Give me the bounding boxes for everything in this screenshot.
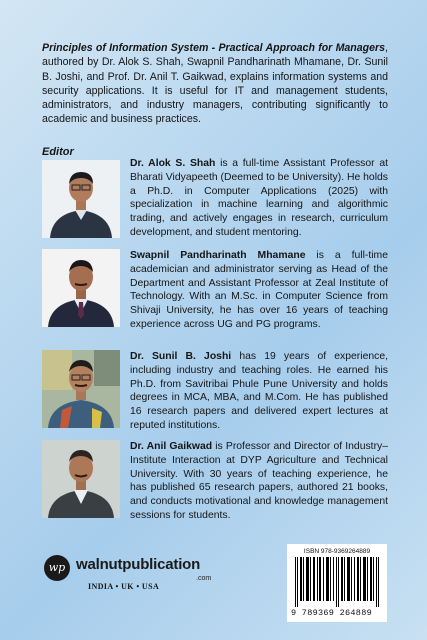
bio-alok-shah [130, 157, 388, 240]
bio-anil-gaikwad [130, 440, 388, 523]
bio-text: is a full-time academician and administrator serving as Head of the Department and Assistant Professor at Zeal Institute of Technology. With an M.Sc. in Computer Science from Shivaji University, he has over 16 years of teaching experience across UG and PG programs. [130, 250, 388, 330]
book-title: Principles of Information System - Practical Approach for Managers [42, 42, 386, 54]
bio-text: is Professor and Director of Industry–Institute Interaction at DYP Agriculture and Technical University. With 30 years of teaching experience, he has published 65 research papers, authored 21 books, and conducts motivational and knowledge management sessions for students. [130, 441, 389, 521]
bio-swapnil-mhamane [130, 249, 388, 332]
bio-name: Dr. Alok S. Shah [130, 158, 216, 169]
editor-heading: Editor [42, 146, 74, 158]
publisher-name: walnutpublication [76, 556, 201, 573]
editor-photo-alok-shah [42, 160, 120, 238]
bio-text: is a full-time Assistant Professor at Bharati Vidyapeeth (Deemed to be University). He holds a Ph.D. in Computer Applications (2025) with specialization in machine learning and algorithmic trading, and actively engages in research, curriculum development, and student mentoring. [130, 158, 388, 238]
publisher-domain-suffix: .com [196, 575, 212, 582]
bio-text: has 19 years of experience, including industry and teaching roles. He earned his Ph.D. from Savitribai Phule Pune University and holds degrees in MCA, MBA, and M.Com. He has published 16 research papers and delivered expert lectures at reputed institutions. [130, 351, 388, 431]
barcode-bars [293, 557, 381, 607]
intro-paragraph [42, 41, 388, 127]
bio-name: Dr. Sunil B. Joshi [130, 351, 232, 362]
publisher-regions: INDIA • UK • USA [88, 582, 160, 591]
isbn-label: ISBN 978-9369264889 [303, 548, 371, 555]
publisher-logo-icon: wp [44, 555, 70, 581]
bio-name: Swapnil Pandharinath Mhamane [130, 250, 306, 261]
editor-photo-anil-gaikwad [42, 440, 120, 518]
bio-name: Dr. Anil Gaikwad [130, 441, 213, 452]
editor-photo-sunil-joshi [42, 350, 120, 428]
bio-sunil-joshi [130, 350, 388, 433]
barcode-digits: 9 789369 264889 [291, 608, 373, 618]
intro-text: , authored by Dr. Alok S. Shah, Swapnil Pandharinath Mhamane, Dr. Sunil B. Joshi, and Prof. Dr. Anil T. Gaikwad, explains information systems and security applications. It is useful for IT and management students, administrators, and industry managers, contributing significantly to academic and business practices. [42, 42, 388, 126]
isbn-barcode [287, 544, 387, 622]
editor-photo-swapnil-mhamane [42, 249, 120, 327]
